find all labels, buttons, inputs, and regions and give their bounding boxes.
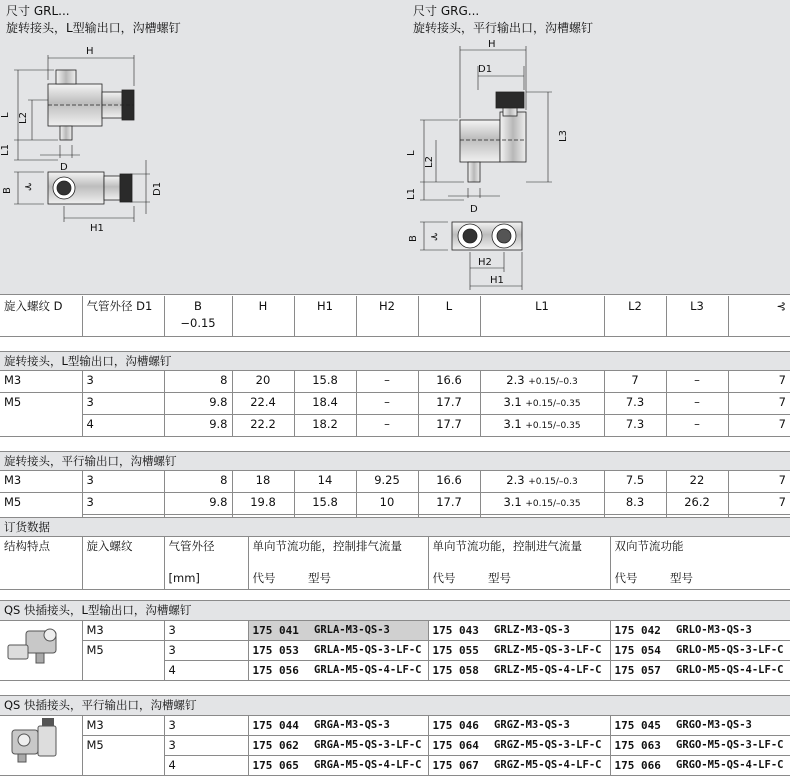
left-drawing-subtitle: 旋转接头，L型输出口，沟槽螺钉 — [6, 21, 181, 35]
table-row: 4 175 065 GRGA-M5-QS-4-LF-C 175 067 GRGZ-M5-QS-4-LF-C 175 066 GRGO-M5-QS-4-LF-C — [0, 756, 790, 776]
order-header-model-3: 型号 — [670, 571, 693, 585]
dim-section-title-1: 旋转接头，L型输出口，沟槽螺钉 — [4, 354, 172, 368]
order-header-unit: [mm] — [164, 567, 248, 590]
order-model[interactable]: GRLZ-M5-QS-4-LF-C — [494, 664, 602, 676]
order-section-title-2: QS 快插接头，平行输出口，沟槽螺钉 — [4, 698, 197, 712]
order-model[interactable]: GRLZ-M3-QS-3 — [494, 624, 570, 636]
order-model[interactable]: GRGA-M5-QS-3-LF-C — [304, 736, 428, 756]
order-header-code-3: 代号 — [610, 567, 666, 590]
order-code[interactable]: 175 042 — [610, 621, 666, 641]
order-model[interactable]: GRLO-M3-QS-3 — [676, 624, 752, 636]
dim-label-D-right: D — [470, 204, 478, 215]
order-header-model-1: 型号 — [308, 571, 331, 585]
order-model[interactable]: GRGO-M5-QS-4-LF-C — [676, 759, 784, 771]
order-table — [0, 517, 790, 776]
order-code[interactable]: 175 064 — [428, 736, 484, 756]
dim-label-H: H — [86, 46, 94, 57]
order-code[interactable]: 175 044 — [248, 716, 304, 736]
order-code[interactable]: 175 066 — [610, 756, 666, 776]
order-header-model-2: 型号 — [488, 571, 511, 585]
dim-label-wrench-right: ⊰ — [430, 232, 439, 243]
header-H: H — [232, 296, 294, 337]
order-code[interactable]: 175 043 — [428, 621, 484, 641]
parallel-fitting-icon — [4, 716, 74, 766]
dim-label-L2-right: L2 — [424, 156, 435, 168]
order-code[interactable]: 175 056 — [248, 661, 304, 681]
dim-label-L1-right: L1 — [406, 188, 417, 200]
left-drawing-title: 尺寸 GRL... — [6, 4, 70, 18]
dim-label-D: D — [60, 162, 68, 173]
table-row: M5 3 9.8 22.4 18.4 – 17.7 3.1 +0.15/–0.35 7.3 – 7 — [0, 393, 790, 415]
order-header-feature: 结构特点 — [4, 539, 50, 553]
table-row: 4 9.8 22.2 18.2 – 17.7 3.1 +0.15/–0.35 7.3 – 7 — [0, 415, 790, 437]
order-code[interactable]: 175 057 — [610, 661, 666, 681]
dim-label-B: B — [2, 187, 13, 194]
table-row: M5 3 175 053 GRLA-M5-QS-3-LF-C 175 055 GRLZ-M5-QS-3-LF-C 175 054 GRLO-M5-QS-3-LF-C — [0, 641, 790, 661]
header-L3: L3 — [666, 296, 728, 337]
dim-label-H-right: H — [488, 39, 496, 50]
header-tube: 气管外径 D1 — [82, 296, 164, 337]
order-model[interactable]: GRGO-M5-QS-3-LF-C — [666, 736, 790, 756]
dim-label-L1: L1 — [0, 144, 11, 156]
technical-drawing — [0, 0, 790, 294]
dim-label-L-right: L — [406, 150, 417, 156]
order-header-both: 双向节流功能 — [610, 537, 790, 568]
order-header-code-2: 代号 — [428, 567, 484, 590]
order-model[interactable]: GRLZ-M5-QS-3-LF-C — [484, 641, 610, 661]
header-wrench-icon: ⊰ — [728, 296, 790, 337]
order-model[interactable]: GRGA-M5-QS-4-LF-C — [314, 759, 422, 771]
table-row: M3 3 8 18 14 9.25 16.6 2.3 +0.15/–0.3 7.5 22 7 — [0, 471, 790, 493]
order-model[interactable]: GRLO-M5-QS-4-LF-C — [676, 664, 784, 676]
order-code[interactable]: 175 063 — [610, 736, 666, 756]
order-code[interactable]: 175 065 — [248, 756, 304, 776]
table-row: M3 3 175 044 GRGA-M3-QS-3 175 046 GRGZ-M3-QS-3 175 045 GRGO-M3-QS-3 — [0, 716, 790, 736]
order-header-supply: 单向节流功能，控制进气流量 — [428, 537, 610, 568]
order-title: 订货数据 — [0, 518, 790, 537]
right-drawing-title: 尺寸 GRG... — [413, 4, 480, 18]
dim-label-L3-right: L3 — [558, 130, 569, 142]
table-row: M3 3 8 20 15.8 – 16.6 2.3 +0.15/–0.3 7 – 7 — [0, 371, 790, 393]
order-code[interactable]: 175 067 — [428, 756, 484, 776]
drawing-area — [0, 0, 790, 295]
dim-label-H1: H1 — [90, 223, 104, 234]
grg-side-view — [460, 92, 526, 182]
table-row: 4 175 056 GRLA-M5-QS-4-LF-C 175 058 GRLZ-M5-QS-4-LF-C 175 057 GRLO-M5-QS-4-LF-C — [0, 661, 790, 681]
order-header-thread: 旋入螺纹 — [82, 537, 164, 568]
table-row: M5 3 175 062 GRGA-M5-QS-3-LF-C 175 064 GRGZ-M5-QS-3-LF-C 175 063 GRGO-M5-QS-3-LF-C — [0, 736, 790, 756]
order-code[interactable]: 175 045 — [610, 716, 666, 736]
order-model[interactable]: GRLA-M3-QS-3 — [304, 621, 428, 641]
grl-side-view — [48, 70, 134, 140]
table-row: M5 3 9.8 19.8 15.8 10 17.7 3.1 +0.15/–0.35 8.3 26.2 7 — [0, 493, 790, 515]
order-model[interactable]: GRGO-M3-QS-3 — [676, 719, 752, 731]
header-L: L — [418, 296, 480, 337]
dim-label-H1-right: H1 — [490, 275, 504, 286]
header-H2: H2 — [356, 296, 418, 337]
order-model[interactable]: GRGA-M3-QS-3 — [314, 719, 390, 731]
order-section-title-1: QS 快插接头，L型输出口，沟槽螺钉 — [4, 603, 192, 617]
header-B: B −0.15 — [164, 296, 232, 337]
order-header-exhaust: 单向节流功能，控制排气流量 — [248, 537, 428, 568]
order-code[interactable]: 175 053 — [248, 641, 304, 661]
grg-bottom-view — [452, 222, 522, 250]
right-drawing-subtitle: 旋转接头，平行输出口，沟槽螺钉 — [413, 21, 594, 35]
order-code[interactable]: 175 046 — [428, 716, 484, 736]
order-model[interactable]: GRGZ-M3-QS-3 — [494, 719, 570, 731]
header-thread: 旋入螺纹 D — [0, 296, 82, 337]
grl-bottom-view — [48, 172, 132, 204]
order-header-code-1: 代号 — [248, 567, 304, 590]
l-type-fitting-icon — [4, 621, 74, 671]
dim-section-title-2: 旋转接头，平行输出口，沟槽螺钉 — [4, 454, 177, 468]
order-model[interactable]: GRLA-M5-QS-3-LF-C — [304, 641, 428, 661]
order-code[interactable]: 175 055 — [428, 641, 484, 661]
order-code[interactable]: 175 054 — [610, 641, 666, 661]
order-header-tube: 气管外径 — [164, 537, 248, 568]
dim-label-D1-right: D1 — [478, 64, 493, 75]
order-code[interactable]: 175 041 — [248, 621, 304, 641]
order-code[interactable]: 175 058 — [428, 661, 484, 681]
order-model[interactable]: GRLA-M5-QS-4-LF-C — [314, 664, 422, 676]
order-model[interactable]: GRGZ-M5-QS-3-LF-C — [484, 736, 610, 756]
header-L1: L1 — [480, 296, 604, 337]
dimension-table — [0, 296, 790, 537]
header-H1: H1 — [294, 296, 356, 337]
dim-label-L2: L2 — [18, 112, 29, 124]
dim-label-L: L — [0, 112, 11, 118]
table-row: M3 3 175 041 GRLA-M3-QS-3 175 043 GRLZ-M3-QS-3 175 042 GRLO-M3-QS-3 — [0, 621, 790, 641]
dim-label-B-right: B — [408, 235, 419, 242]
dim-label-H2-right: H2 — [478, 257, 492, 268]
header-B-tolerance: −0.15 — [180, 316, 216, 330]
order-code[interactable]: 175 062 — [248, 736, 304, 756]
order-model[interactable]: GRGZ-M5-QS-4-LF-C — [494, 759, 602, 771]
header-L2: L2 — [604, 296, 666, 337]
order-model[interactable]: GRLO-M5-QS-3-LF-C — [666, 641, 790, 661]
dim-label-D1: D1 — [152, 181, 163, 196]
dim-label-wrench: ⊰ — [24, 182, 33, 193]
